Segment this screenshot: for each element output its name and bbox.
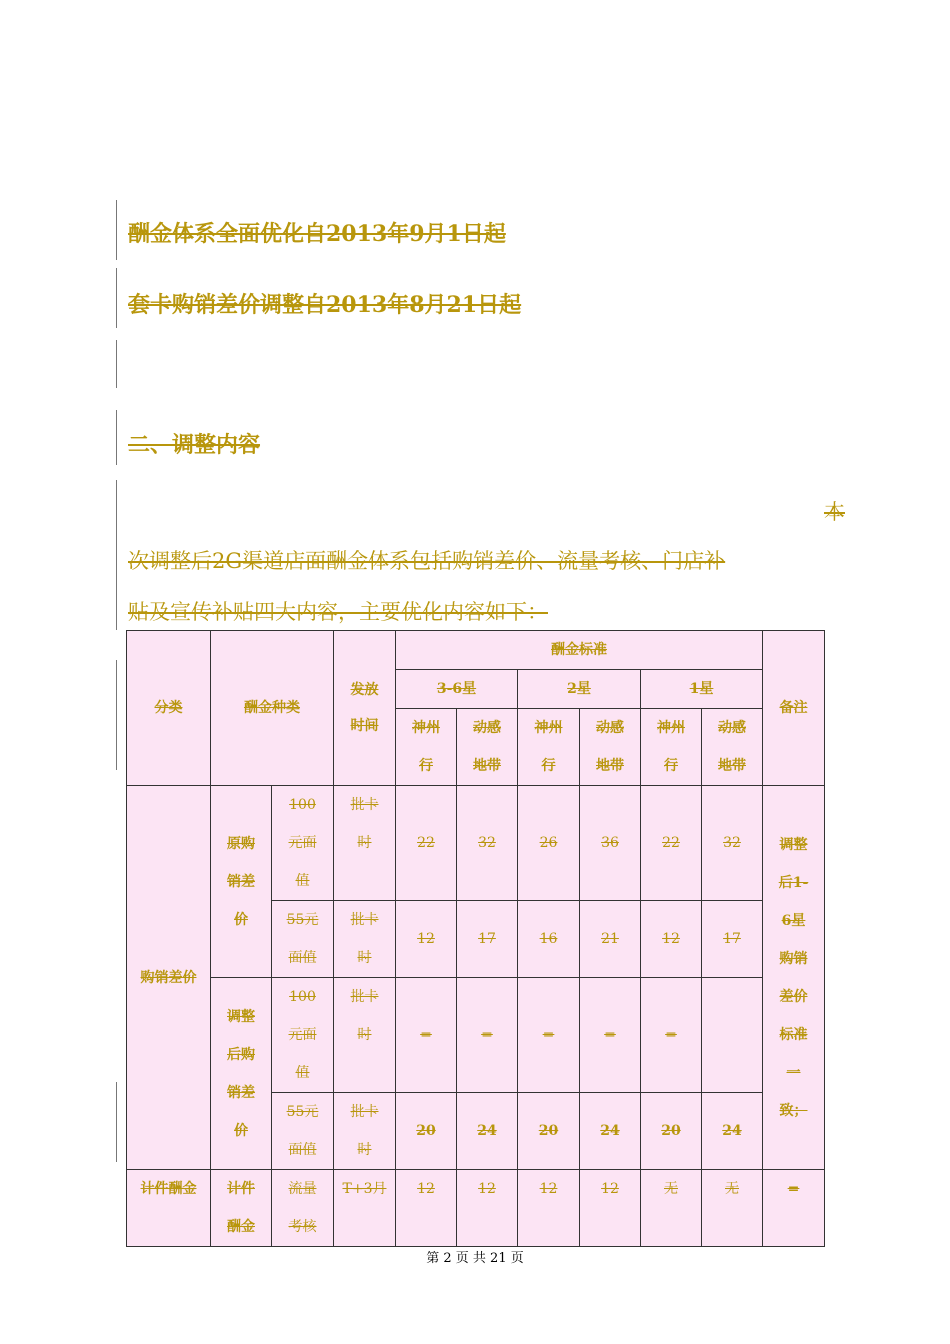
header-brand-shenzhouxing: 神州行	[396, 709, 457, 786]
header-brand-shenzhouxing: 神州行	[641, 709, 702, 786]
issue-time: 批卡时	[334, 901, 396, 978]
value-cell: 无	[641, 1170, 702, 1247]
value-cell: 16	[518, 901, 580, 978]
page-footer: 第 2 页 共 21 页	[426, 1251, 524, 1266]
value-cell: =	[580, 978, 641, 1093]
remark-cell: =	[763, 1170, 825, 1247]
fee-table	[126, 630, 825, 1247]
change-bar	[116, 410, 117, 465]
change-bar	[116, 660, 117, 770]
value-cell: =	[641, 978, 702, 1093]
value-cell: 20	[641, 1093, 702, 1170]
heading-fee-system: 酬金体系全面优化自2013年9月1日起	[128, 221, 506, 247]
value-cell	[702, 978, 763, 1093]
header-category: 分类	[127, 631, 211, 786]
value-cell: 36	[580, 786, 641, 901]
remark-cell: 调整后1-6星购销差价标准一致；	[763, 786, 825, 1170]
value-cell: 无	[702, 1170, 763, 1247]
value-cell: 12	[457, 1170, 518, 1247]
paragraph-line-2: 贴及宣传补贴四大内容，主要优化内容如下：	[128, 600, 548, 624]
value-cell: 24	[457, 1093, 518, 1170]
value-cell: 12	[641, 901, 702, 978]
value-cell: 26	[518, 786, 580, 901]
value-cell: 32	[702, 786, 763, 901]
header-fee-standard: 酬金标准	[396, 631, 763, 670]
change-bar	[116, 340, 117, 388]
subtype-original: 原购销差价	[211, 786, 272, 978]
value-cell: 20	[518, 1093, 580, 1170]
value-cell: 17	[457, 901, 518, 978]
value-cell: 21	[580, 901, 641, 978]
header-brand-dongganddidai: 动感地带	[457, 709, 518, 786]
value-cell: 32	[457, 786, 518, 901]
issue-time: T+3月	[334, 1170, 396, 1247]
value-cell: 24	[702, 1093, 763, 1170]
header-star-3-6: 3-6星	[396, 670, 518, 709]
header-fee-type: 酬金种类	[211, 631, 334, 786]
header-star-1: 1星	[641, 670, 763, 709]
value-cell: 17	[702, 901, 763, 978]
value-cell: 20	[396, 1093, 457, 1170]
value-cell: 24	[580, 1093, 641, 1170]
category-piece-fee: 计件酬金	[127, 1170, 211, 1247]
value-cell: 12	[518, 1170, 580, 1247]
change-bar	[116, 200, 117, 260]
value-cell: 22	[641, 786, 702, 901]
face-value: 100元面值	[272, 786, 334, 901]
value-cell: =	[518, 978, 580, 1093]
face-value: 55元面值	[272, 901, 334, 978]
value-cell: 12	[580, 1170, 641, 1247]
paragraph-line-1: 次调整后2G渠道店面酬金体系包括购销差价、流量考核、门店补	[128, 549, 726, 573]
header-remark: 备注	[763, 631, 825, 786]
header-star-2: 2星	[518, 670, 641, 709]
face-value: 55元面值	[272, 1093, 334, 1170]
issue-time: 批卡时	[334, 786, 396, 901]
section-title: 二、调整内容	[128, 432, 261, 458]
value-cell: 12	[396, 901, 457, 978]
change-bar	[116, 1082, 117, 1162]
subtype-adjusted: 调整后购销差价	[211, 978, 272, 1170]
category-price-difference: 购销差价	[127, 786, 211, 1170]
heading-card-price: 套卡购销差价调整自2013年8月21日起	[128, 292, 522, 318]
issue-time: 批卡时	[334, 978, 396, 1093]
traffic-assessment: 流量考核	[272, 1170, 334, 1247]
header-brand-dongganddidai: 动感地带	[702, 709, 763, 786]
value-cell: 22	[396, 786, 457, 901]
value-cell: =	[457, 978, 518, 1093]
value-cell: =	[396, 978, 457, 1093]
change-bar	[116, 480, 117, 630]
change-bar	[116, 268, 117, 328]
issue-time: 批卡时	[334, 1093, 396, 1170]
value-cell: 12	[396, 1170, 457, 1247]
header-issue-time: 发放时间	[334, 631, 396, 786]
header-brand-dongganddidai: 动感地带	[580, 709, 641, 786]
paragraph-start: 本	[824, 500, 845, 524]
face-value: 100元面值	[272, 978, 334, 1093]
header-brand-shenzhouxing: 神州行	[518, 709, 580, 786]
subtype-piece-fee: 计件酬金	[211, 1170, 272, 1247]
